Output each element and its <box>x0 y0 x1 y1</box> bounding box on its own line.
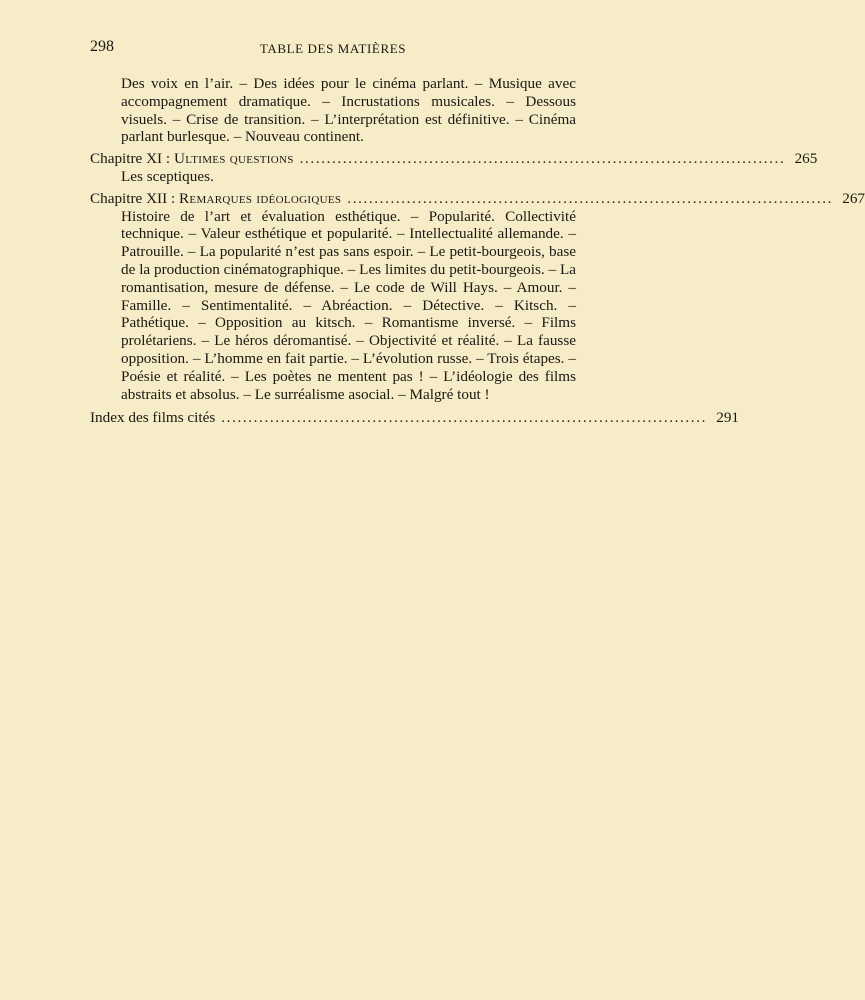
continuation-text: Des voix en l’air. – Des idées pour le cinéma parlant. – Musique avec accompagnement dramatique. – Incrustations musicales. – Dessous visuels. – Crise de transition. – L’interprétation est définitive. – Cinéma parlant burlesque. – Nouveau continent. <box>121 75 576 146</box>
chapter-11-description: Les sceptiques. <box>121 167 214 185</box>
chapter-12-description: Histoire de l’art et évaluation esthétique. – Popularité. Collectivité technique. – Valeur esthétique et popularité. – Intellectualité allemande. – Patrouille. – La popularité n’est pas sans espoir. – Le petit-bourgeois, base de la production cinématographique. – Les limites du petit-bourgeois. – La romantisation, mesure de défense. – Le code de Will Hays. – Amour. – Famille. – Sentimentalité. – Abréaction. – Détective. – Kitsch. – Pathétique. – Opposition au kitsch. – Romantisme inversé. – Films prolétariens. – Le héros déromantisé. – Objectivité et réalité. – La fausse opposition. – L’homme en fait partie. – L’évolution russe. – Trois étapes. – Poésie et réalité. – Les poètes ne mentent pas ! – L’idéologie des films abstraits et absolus. – Le surréalisme asocial. – Malgré tout ! <box>121 207 576 403</box>
dot-leader: .......................................................................................... <box>347 189 834 207</box>
index-label: Index des films cités <box>90 409 216 427</box>
chapter-11-page: 265 <box>794 150 818 168</box>
toc-entry-chapter-11[interactable] <box>90 150 818 168</box>
chapter-12-label <box>90 190 341 208</box>
chapter-11-title: Ultimes questions <box>173 150 294 168</box>
page-number: 298 <box>90 38 114 55</box>
chapter-12-title: Remarques idéologiques <box>179 189 342 207</box>
toc-entry-index[interactable] <box>90 409 739 427</box>
chapter-11-label <box>90 150 294 168</box>
chapter-11-prefix: Chapitre XI : <box>90 150 174 168</box>
chapter-12-page: 267 <box>842 189 865 207</box>
page-header <box>90 38 576 62</box>
index-page: 291 <box>716 409 739 427</box>
running-title: TABLE DES MATIÈRES <box>259 41 407 56</box>
chapter-12-prefix: Chapitre XII : <box>90 189 179 207</box>
table-of-contents <box>90 75 865 427</box>
dot-leader: .......................................................................................... <box>221 409 707 427</box>
toc-entry-chapter-12[interactable] <box>90 189 865 208</box>
dot-leader: .......................................................................................... <box>299 150 786 168</box>
